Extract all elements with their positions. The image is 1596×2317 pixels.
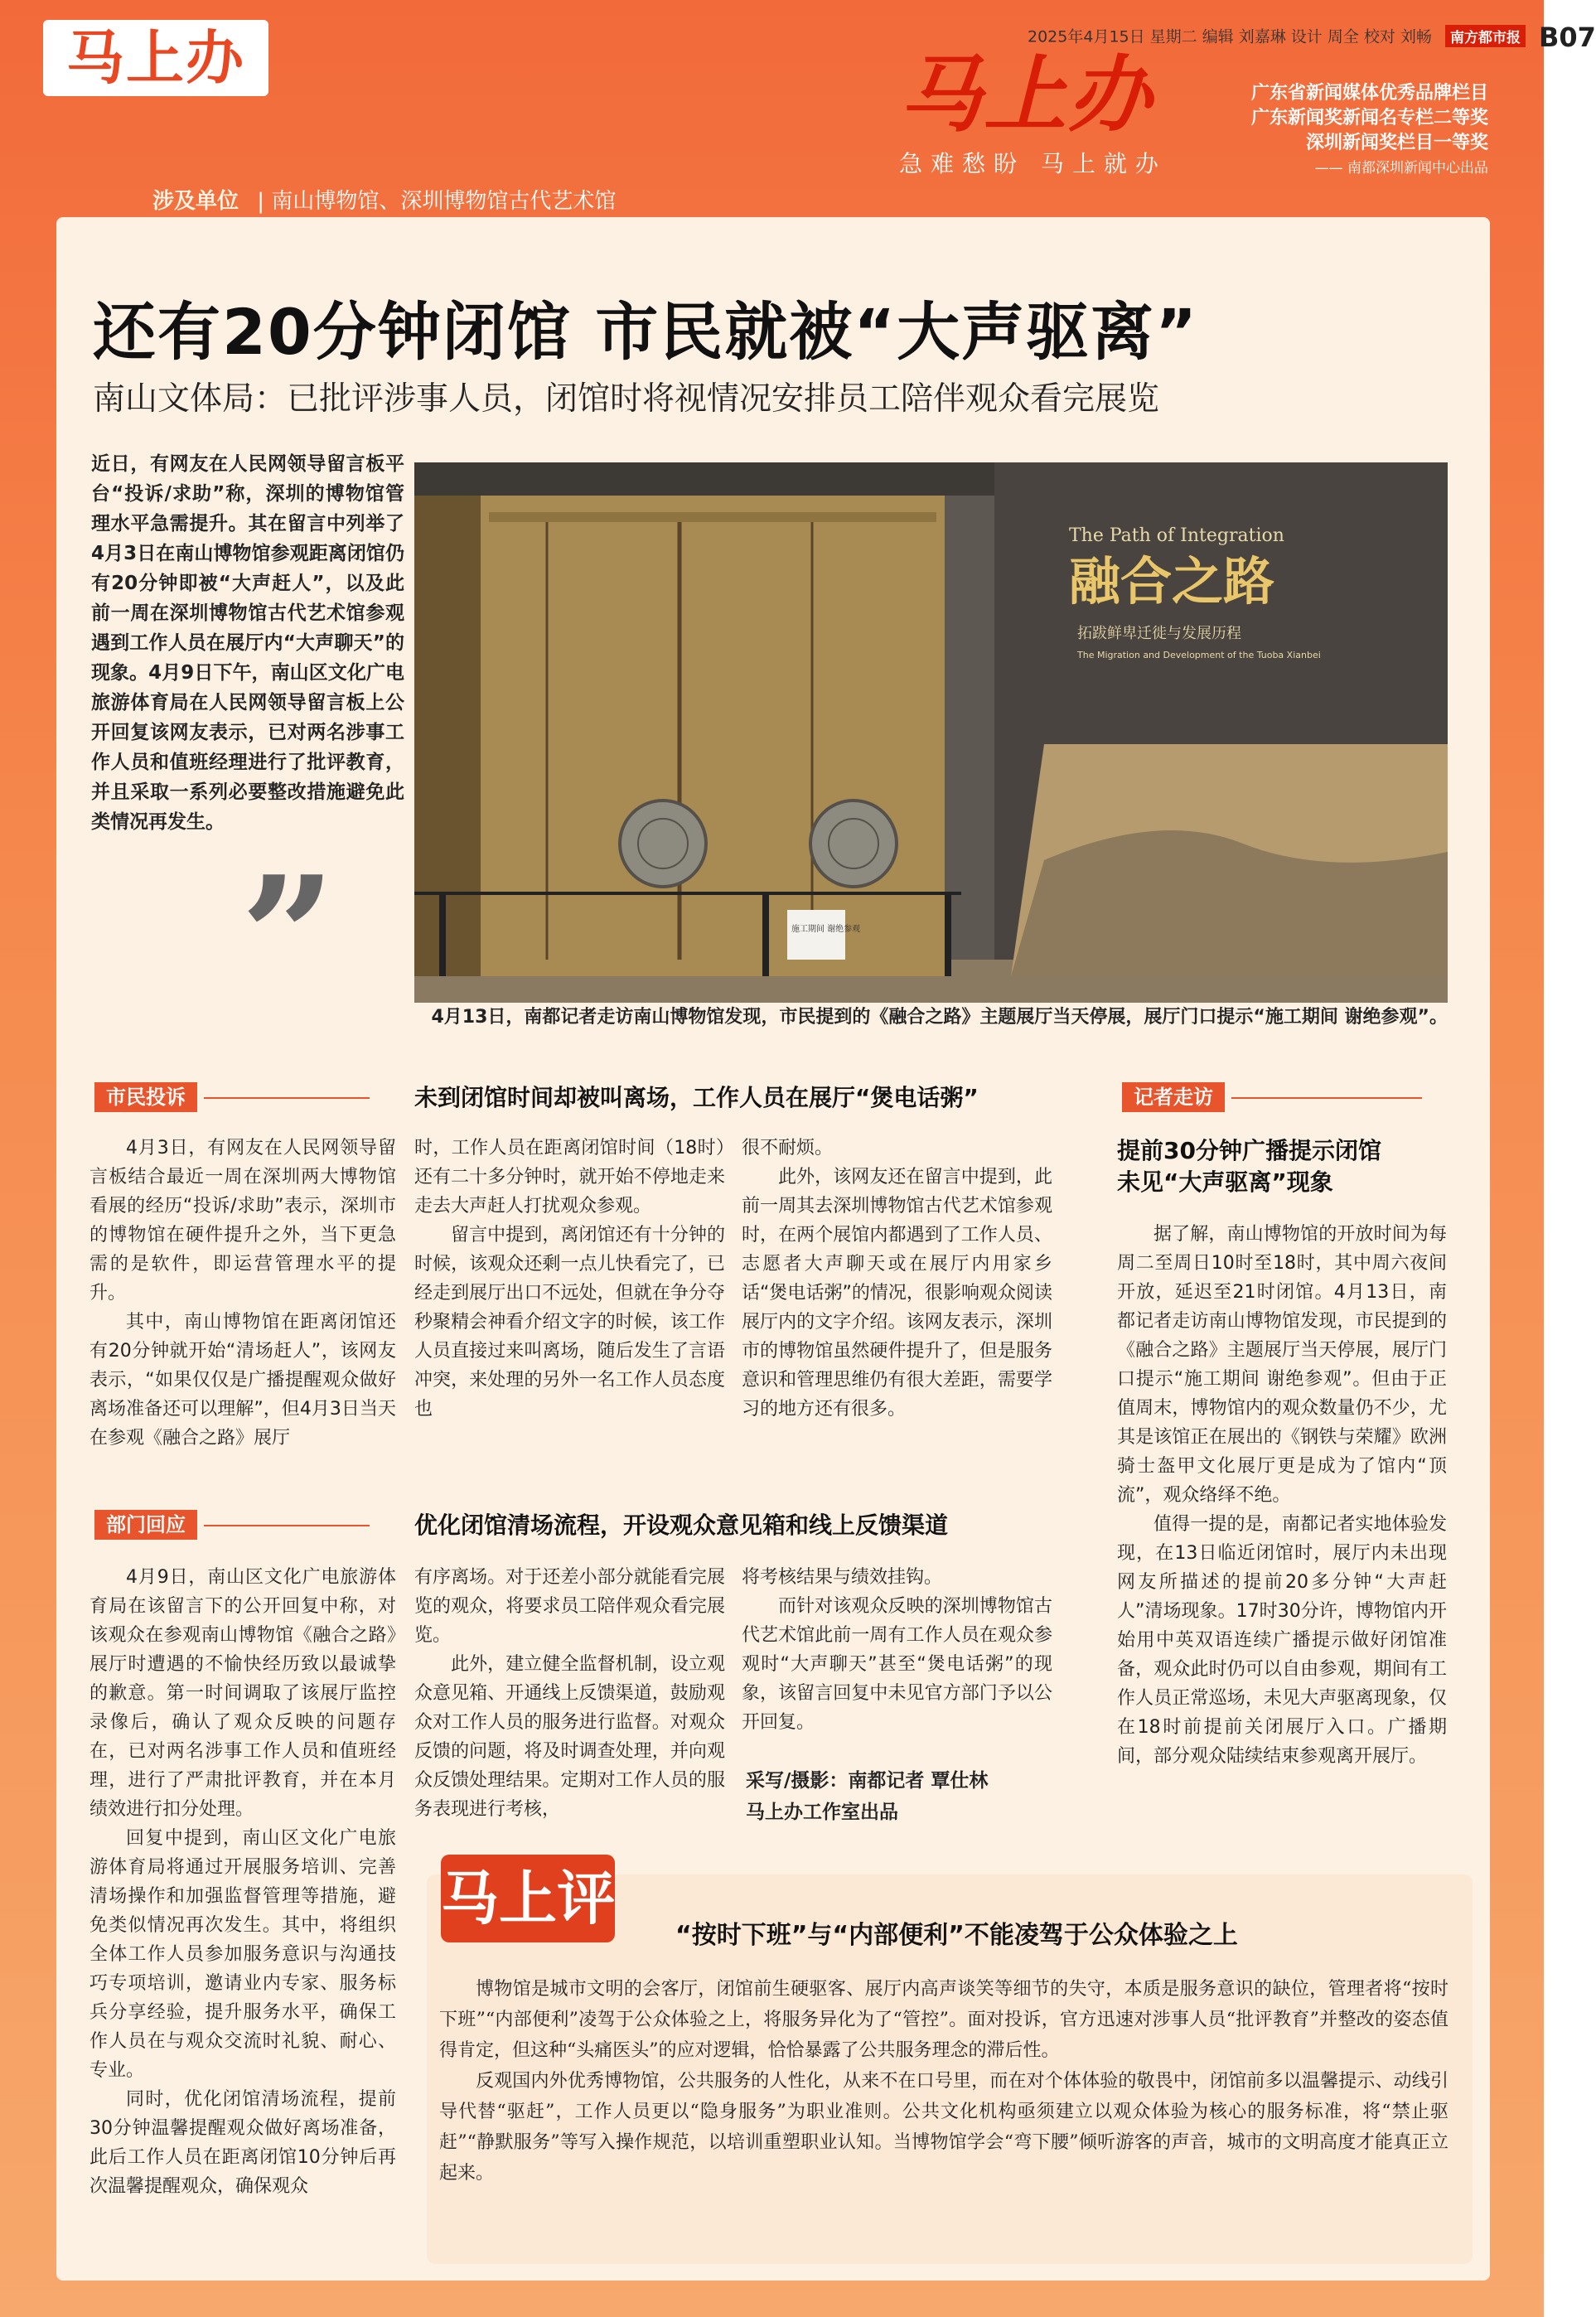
page-number: B07: [1539, 22, 1596, 53]
section-divider: [1231, 1097, 1422, 1099]
awards-list: [1248, 81, 1488, 181]
units-value: 南山博物馆、深圳博物馆古代艺术馆: [271, 189, 617, 214]
award-item: 广东省新闻媒体优秀品牌栏目: [1250, 83, 1488, 104]
paragraph: 将考核结果与绩效挂钩。: [742, 1567, 943, 1588]
section-tag-response: [89, 1510, 401, 1540]
paragraph: 时，工作人员在距离闭馆时间（18时）还有二十多分钟时，就开始不停地走来走去大声赶人打扰观众参观。: [414, 1138, 725, 1217]
photo-caption: 4月13日，南都记者走访南山博物馆发现，市民提到的《融合之路》主题展厅当天停展，展厅门口提示“施工期间 谢绝参观”。: [431, 1007, 1448, 1028]
quote-mark-icon: ”: [240, 840, 336, 1035]
award-item: 广东新闻奖新闻名专栏二等奖: [1250, 108, 1488, 128]
column-logo-mark: 马上办: [899, 46, 1153, 143]
column-logo: [899, 46, 1247, 182]
paragraph: 其中，南山博物馆在距离闭馆还有20分钟就开始“清场赶人”，该网友表示，“如果仅仅是广播提醒观众做好离场准备还可以理解”，但4月3日当天在参观《融合之路》展厅: [89, 1312, 396, 1449]
section-divider: [204, 1525, 370, 1526]
paragraph: 有序离场。对于还差小部分就能看完展览的观众，将要求员工陪伴观众看完展览。: [414, 1567, 725, 1646]
section1-col1: [89, 1134, 396, 1453]
units-separator: |: [257, 189, 265, 214]
units-line: [152, 184, 616, 215]
section-tag-visit: [1117, 1082, 1453, 1112]
section2-col3: [742, 1563, 1052, 1737]
paragraph: 回复中提到，南山区文化广电旅游体育局将通过开展服务培训、完善清场操作和加强监督管理等措施，避免类似情况再次发生。其中，将组织全体工作人员参加服务意识与沟通技巧专项培训，邀请业内专家、服务标兵分享经验，提升服务水平，确保工作人员在与观众交流时礼貌、耐心、专业。: [89, 1828, 396, 2081]
subheadline: 南山文体局：已批评涉事人员，闭馆时将视情况安排员工陪伴观众看完展览: [93, 380, 1160, 418]
paragraph: 据了解，南山博物馆的开放时间为每周二至周日10时至18时，其中周六夜间开放，延迟至21时闭馆。4月13日，南都记者走访南山博物馆发现，市民提到的《融合之路》主题展厅当天停展，展厅门口提示“施工期间 谢绝参观”。但由于正值周末，博物馆内的观众数量仍不少，尤其是该馆正在展出的《钢铁与荣耀》欧洲骑士盔甲文化展厅更是成为了馆内“顶流”，观众络绎不绝。: [1117, 1224, 1447, 1506]
newspaper-logo: 南方都市报: [1445, 25, 1526, 47]
museum-photo: [414, 462, 1448, 1003]
paragraph: 很不耐烦。: [742, 1138, 834, 1158]
section1-col3: [742, 1134, 1052, 1424]
banner-sub: 拓跋鲜卑迁徙与发展历程: [1077, 625, 1241, 642]
section2-col2: [414, 1563, 725, 1824]
column-slogan: 急难愁盼 马上就办: [899, 150, 1167, 177]
lead-text: 近日，有网友在人民网领导留言板平台“投诉/求助”称，深圳的博物馆管理水平急需提升。其在留言中列举了4月3日在南山博物馆参观距离闭馆仍有20分钟即被“大声赶人”，以及此前一周在深圳博物馆古代艺术馆参观遇到工作人员在展厅内“大声聊天”的现象。4月9日下午，南山区文化广电旅游体育局在人民网领导留言板上公开回复该网友表示，已对两名涉事工作人员和值班经理进行了批评教育，并且采取一系列必要整改措施避免此类情况再发生。: [91, 453, 404, 833]
section2-col1: [89, 1563, 396, 2201]
award-item: 深圳新闻奖栏目一等奖: [1305, 133, 1488, 153]
paragraph: 留言中提到，离闭馆还有十分钟的时候，该观众还剩一点儿快看完了，已经走到展厅出口不远处，但就在争分夺秒聚精会神看介绍文字的时候，该工作人员直接过来叫离场，随后发生了言语冲突，来处理的另外一名工作人员态度也: [414, 1225, 725, 1420]
section3-subtitle-line: 提前30分钟广播提示闭馆: [1117, 1137, 1381, 1164]
commentary-badge: 马上评: [441, 1855, 615, 1942]
paragraph: 博物馆是城市文明的会客厅，闭馆前生硬驱客、展厅内高声谈笑等细节的失守，本质是服务意识的缺位，管理者将“按时下班”“内部便利”凌驾于公众体验之上，将服务异化为了“管控”。面对投诉，官方迅速对涉事人员“批评教育”并整改的姿态值得肯定，但这种“头痛医头”的应对逻辑，恰恰暴露了公共服务理念的滞后性。: [439, 1979, 1448, 2061]
section1-col2: [414, 1134, 725, 1424]
byline: [746, 1765, 1061, 1828]
paragraph: 此外，该网友还在留言中提到，此前一周其去深圳博物馆古代艺术馆参观时，在两个展馆内都遇到了工作人员、志愿者大声聊天或在展厅内用家乡话“煲电话粥”的情况，很影响观众阅读展厅内的文字介绍。该网友表示，深圳市的博物馆虽然硬件提升了，但是服务意识和管理思维仍有很大差距，需要学习的地方还有很多。: [742, 1167, 1052, 1420]
section1-subtitle: 未到闭馆时间却被叫离场，工作人员在展厅“煲电话粥”: [414, 1084, 979, 1111]
museum-photo-illustration: [414, 462, 1448, 1003]
paragraph: 而针对该观众反映的深圳博物馆古代艺术馆此前一周有工作人员在观众参观时“大声聊天”甚至“煲电话粥”的现象，该留言回复中未见官方部门予以公开回复。: [742, 1596, 1052, 1733]
section-tag-label: 市民投诉: [94, 1082, 197, 1112]
paragraph: 4月9日，南山区文化广电旅游体育局在该留言下的公开回复中称，对该观众在参观南山博物馆《融合之路》展厅时遭遇的不愉快经历致以最诚挚的歉意。第一时间调取了该展厅监控录像后，确认了观众反映的问题存在，已对两名涉事工作人员和值班经理，进行了严肃批评教育，并在本月绩效进行扣分处理。: [89, 1567, 396, 1820]
paragraph: 反观国内外优秀博物馆，公共服务的人性化，从来不在口号里，而在对个体体验的敬畏中，闭馆前多以温馨提示、动线引导代替“驱赶”，工作人员更以“隐身服务”为职业准则。公共文化机构亟须建立以观众体验为核心的服务标准，将“禁止驱赶”“静默服务”等写入操作规范，以培训重塑职业认知。当博物馆学会“弯下腰”倾听游客的声音，城市的文明高度才能真正立起来。: [439, 2071, 1448, 2184]
banner-title: 融合之路: [1069, 551, 1275, 612]
date-editor-text: 2025年4月15日 星期二 编辑 刘嘉琳 设计 周全 校对 刘畅: [1028, 27, 1432, 46]
column-brand: 马上办: [43, 20, 268, 96]
producer-line: —— 南都深圳新闻中心出品: [1314, 160, 1488, 177]
lead-paragraph: [91, 449, 404, 837]
banner-en: The Path of Integration: [1069, 525, 1284, 546]
section-tag-label: 记者走访: [1122, 1082, 1225, 1112]
headline: 还有20分钟闭馆 市民就被“大声驱离”: [93, 295, 1199, 369]
section3-body: [1117, 1220, 1447, 1771]
units-label: 涉及单位: [152, 189, 239, 214]
paragraph: 同时，优化闭馆清场流程，提前30分钟温馨提醒观众做好离场准备，此后工作人员在距离闭馆10分钟后再次温馨提醒观众，确保观众: [89, 2089, 396, 2197]
section-tag-complaint: [89, 1082, 401, 1112]
section2-subtitle: 优化闭馆清场流程，开设观众意见箱和线上反馈渠道: [414, 1512, 949, 1539]
commentary-title: “按时下班”与“内部便利”不能凌驾于公众体验之上: [675, 1921, 1238, 1950]
closed-sign: 施工期间 谢绝参观: [791, 925, 861, 934]
banner-en2: The Migration and Development of the Tuoba Xianbei: [1077, 650, 1321, 660]
section3-subtitle: [1117, 1135, 1448, 1198]
commentary-body: [439, 1974, 1448, 2189]
paragraph: 4月3日，有网友在人民网领导留言板结合最近一周在深圳两大博物馆看展的经历“投诉/求助”表示，深圳市的博物馆在硬件提升之外，当下更急需的是软件，即运营管理水平的提升。: [89, 1138, 396, 1304]
section-tag-label: 部门回应: [94, 1510, 197, 1540]
byline-author: 采写/摄影：南都记者 覃仕林: [746, 1770, 989, 1792]
section-divider: [204, 1097, 370, 1099]
byline-studio: 马上办工作室出品: [746, 1802, 898, 1823]
section3-subtitle-line: 未见“大声驱离”现象: [1117, 1168, 1333, 1196]
paragraph: 值得一提的是，南都记者实地体验发现，在13日临近闭馆时，展厅内未出现网友所描述的提前20多分钟“大声赶人”清场现象。17时30分许，博物馆内开始用中英双语连续广播提示做好闭馆准备，观众此时仍可以自由参观，期间有工作人员正常巡场，未见大声驱离现象，仅在18时前提前关闭展厅入口。广播期间，部分观众陆续结束参观离开展厅。: [1117, 1514, 1447, 1767]
paragraph: 此外，建立健全监督机制，设立观众意见箱、开通线上反馈渠道，鼓励观众对工作人员的服务进行监督。对观众反馈的问题，将及时调查处理，并向观众反馈处理结果。定期对工作人员的服务表现进行考核，: [414, 1654, 725, 1820]
